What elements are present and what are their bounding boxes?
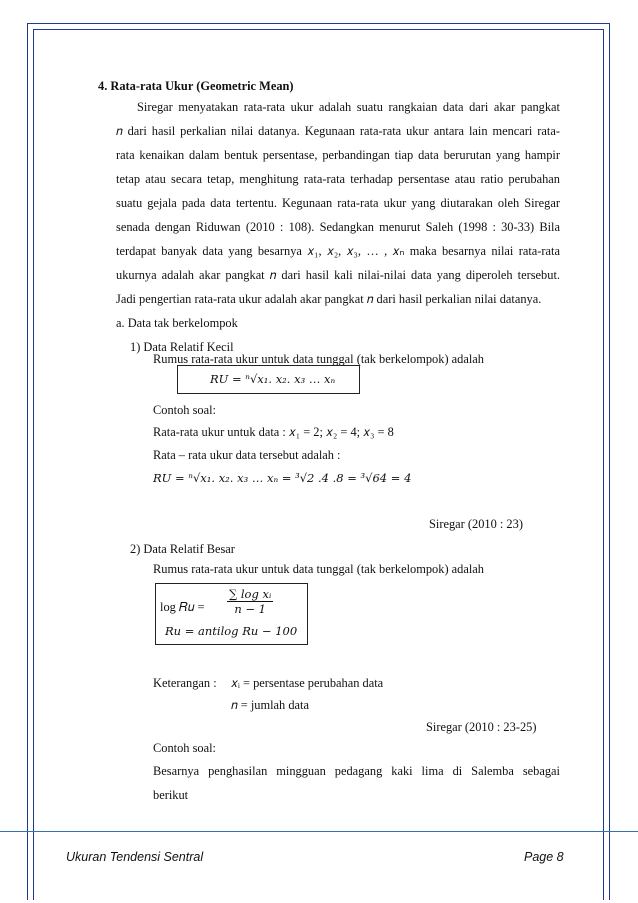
- item2-example-line: berikut: [153, 788, 189, 802]
- paragraph-line: Jadi pengertian rata-rata ukur adalah akar pangkat 𝑛 dari hasil perkalian nilai datanya.: [116, 292, 542, 306]
- paragraph-line: tetap atau secara tetap, menghitung rata-rata terhadap persentase atau ratio perubahan: [116, 172, 560, 186]
- footer-left: Ukuran Tendensi Sentral: [66, 850, 204, 864]
- item2-example-line: Besarnya penghasilan mingguan pedagang kaki lima di Salemba sebagai: [153, 764, 560, 778]
- subsection-a: a. Data tak berkelompok: [116, 316, 238, 330]
- item1-title: 1) Data Relatif Kecil: [130, 340, 234, 354]
- section-title: 4. Rata-rata Ukur (Geometric Mean): [98, 79, 294, 93]
- item1-citation: Siregar (2010 : 23): [429, 517, 523, 531]
- paragraph-line: rata kenaikan dalam bentuk persentase, perbandingan tiap data berurutan yang hampir: [116, 148, 560, 162]
- formula-log-lhs: log 𝑅𝑢 =: [160, 600, 205, 614]
- paragraph-line: senada dengan Riduwan (2010 : 108). Sedangkan menurut Saleh (1998 : 30-33) Bila: [116, 220, 560, 234]
- footer-rule: [0, 831, 638, 832]
- item1-formula-intro: Rumus rata-rata ukur untuk data tunggal (tak berkelompok) adalah: [153, 352, 484, 366]
- paragraph-line: Siregar menyatakan rata-rata ukur adalah suatu rangkaian data dari akar pangkat: [137, 100, 560, 114]
- item2-title: 2) Data Relatif Besar: [130, 542, 235, 556]
- formula-ru: 𝑅𝑈 = ⁿ√𝑥₁. 𝑥₂. 𝑥₃ … 𝑥ₙ: [210, 372, 336, 386]
- paragraph-line: 𝑛 dari hasil perkalian nilai datanya. Kegunaan rata-rata ukur antara lain mencari rata-: [116, 124, 560, 138]
- item2-example-label: Contoh soal:: [153, 741, 216, 755]
- keterangan-2: 𝑛 = jumlah data: [231, 698, 309, 712]
- item2-citation: Siregar (2010 : 23-25): [426, 720, 537, 734]
- formula-numerator: ∑ 𝑙𝑜𝑔 𝑥ᵢ: [229, 587, 272, 601]
- item1-example-result-label: Rata – rata ukur data tersebut adalah :: [153, 448, 341, 462]
- keterangan-label: Keterangan :: [153, 676, 217, 690]
- formula-antilog: 𝑅𝑢 = 𝑎𝑛𝑡𝑖𝑙𝑜𝑔 𝑅𝑢 − 100: [165, 624, 298, 638]
- paragraph-line: terdapat banyak data yang besarnya 𝑥₁, 𝑥₂, 𝑥₃, … , 𝑥ₙ maka besarnya nilai rata-rata: [116, 244, 560, 258]
- formula-fraction: [227, 587, 273, 616]
- paragraph-line: suatu gejala pada data tertentu. Kegunaan rata-rata ukur yang diutarakan oleh Siregar: [116, 196, 560, 210]
- item1-example-label: Contoh soal:: [153, 403, 216, 417]
- item1-example-data: Rata-rata ukur untuk data : 𝑥₁ = 2; 𝑥₂ = 4; 𝑥₃ = 8: [153, 425, 394, 439]
- paragraph-line: ukurnya adalah akar pangkat 𝑛 dari hasil kali nilai-nilai data yang diperoleh tersebut.: [116, 268, 560, 282]
- keterangan-1: 𝑥ᵢ = persentase perubahan data: [231, 676, 384, 690]
- item1-example-calc: 𝑅𝑈 = ⁿ√𝑥₁. 𝑥₂. 𝑥₃ … 𝑥ₙ = ³√2 .4 .8 = ³√64 = 4: [153, 471, 412, 485]
- formula-denominator: 𝑛 − 1: [234, 602, 266, 616]
- item2-formula-intro: Rumus rata-rata ukur untuk data tunggal (tak berkelompok) adalah: [153, 562, 484, 576]
- footer-page-number: Page 8: [524, 850, 564, 864]
